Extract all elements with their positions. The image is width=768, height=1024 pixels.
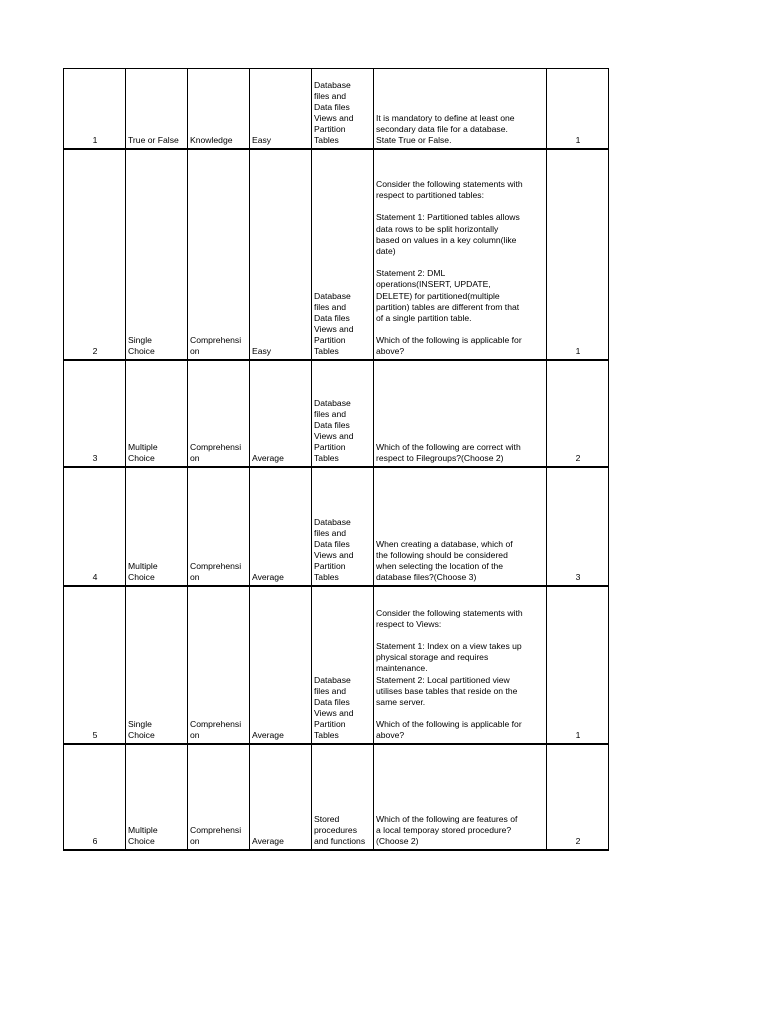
cognitive-level-cell: Knowledge [188, 69, 250, 149]
difficulty-cell: Easy [250, 69, 312, 149]
table-row [64, 744, 609, 850]
question-number-cell: 2 [64, 149, 126, 360]
question-type-cell: Multiple Choice [126, 467, 188, 586]
question-text-cell: It is mandatory to define at least one secondary data file for a database. State True or False. [374, 69, 547, 149]
question-type-cell: Multiple Choice [126, 360, 188, 467]
marks-cell: 1 [547, 586, 609, 744]
topic-cell: Database files and Data files Views and Partition Tables [312, 467, 374, 586]
question-type-cell: Multiple Choice [126, 744, 188, 850]
cognitive-level-cell: Comprehensi on [188, 149, 250, 360]
topic-cell: Stored procedures and functions [312, 744, 374, 850]
question-number-cell: 4 [64, 467, 126, 586]
marks-cell: 1 [547, 149, 609, 360]
topic-cell: Database files and Data files Views and Partition Tables [312, 149, 374, 360]
table-row [64, 149, 609, 360]
cognitive-level-cell: Comprehensi on [188, 744, 250, 850]
question-table [63, 68, 609, 851]
question-text-cell: Which of the following are features of a local temporay stored procedure? (Choose 2) [374, 744, 547, 850]
marks-cell: 2 [547, 744, 609, 850]
marks-cell: 1 [547, 69, 609, 149]
question-number-cell: 1 [64, 69, 126, 149]
table-row [64, 467, 609, 586]
marks-cell: 2 [547, 360, 609, 467]
difficulty-cell: Average [250, 467, 312, 586]
question-text-cell: Which of the following are correct with respect to Filegroups?(Choose 2) [374, 360, 547, 467]
question-type-cell: Single Choice [126, 149, 188, 360]
table-row [64, 69, 609, 149]
question-number-cell: 6 [64, 744, 126, 850]
cognitive-level-cell: Comprehensi on [188, 467, 250, 586]
table-row [64, 586, 609, 744]
question-text-cell: Consider the following statements with respect to Views: Statement 1: Index on a view takes up physical storage and requires maintenance. Statement 2: Local partitioned view utilises base tables that reside on the same server. Which of the following is applicable for above? [374, 586, 547, 744]
question-type-cell: Single Choice [126, 586, 188, 744]
question-text-cell: When creating a database, which of the following should be considered when selecting the location of the database files?(Choose 3) [374, 467, 547, 586]
difficulty-cell: Easy [250, 149, 312, 360]
cognitive-level-cell: Comprehensi on [188, 360, 250, 467]
question-number-cell: 3 [64, 360, 126, 467]
marks-cell: 3 [547, 467, 609, 586]
table-row [64, 360, 609, 467]
difficulty-cell: Average [250, 360, 312, 467]
question-number-cell: 5 [64, 586, 126, 744]
topic-cell: Database files and Data files Views and Partition Tables [312, 586, 374, 744]
question-type-cell: True or False [126, 69, 188, 149]
cognitive-level-cell: Comprehensi on [188, 586, 250, 744]
topic-cell: Database files and Data files Views and Partition Tables [312, 69, 374, 149]
question-text-cell: Consider the following statements with respect to partitioned tables: Statement 1: Partitioned tables allows data rows to be split horizontally based on values in a key column(like date) Statement 2: DML operations(INSERT, UPDATE, DELETE) for partitioned(multiple partition) tables are different from that of a single partition table. Which of the following is applicable for above? [374, 149, 547, 360]
difficulty-cell: Average [250, 586, 312, 744]
topic-cell: Database files and Data files Views and Partition Tables [312, 360, 374, 467]
difficulty-cell: Average [250, 744, 312, 850]
